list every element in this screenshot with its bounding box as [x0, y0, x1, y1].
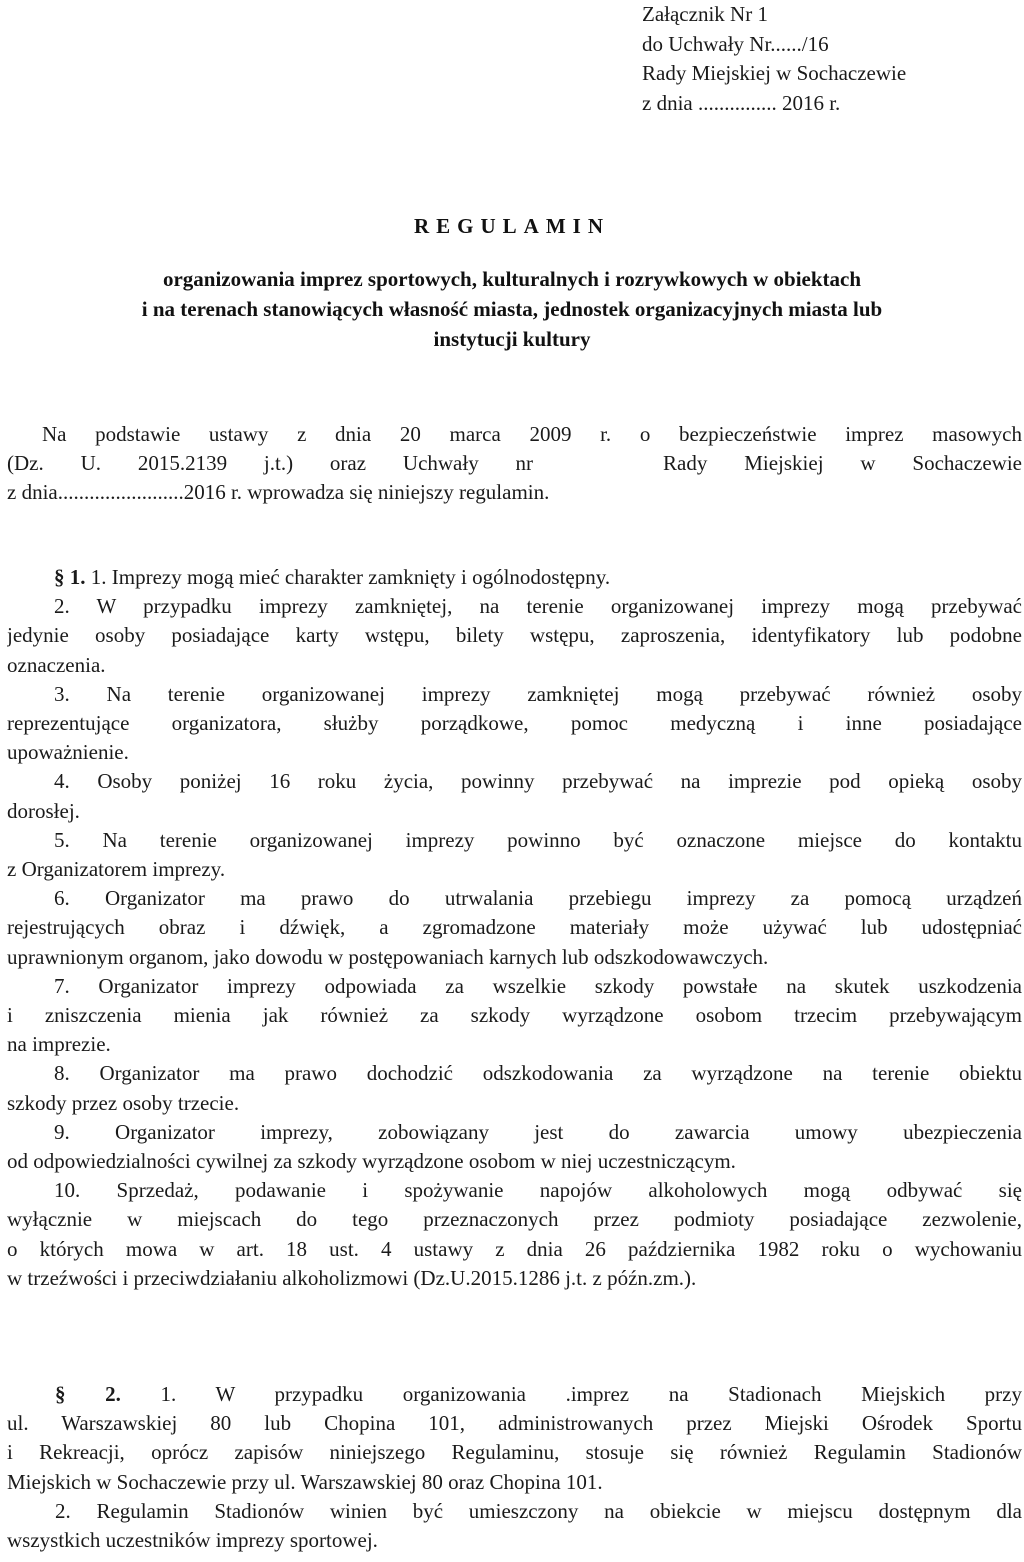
section-1-paragraph-10-line-2: wyłącznie w miejscach do tego przeznaczonych przez podmioty posiadające zezwolenie, — [7, 1207, 1022, 1232]
section-1-paragraph-8-line-1: 8. Organizator ma prawo dochodzić odszkodowania za wyrządzone na terenie obiektu — [54, 1061, 1022, 1086]
attachment-line-3: Rady Miejskiej w Sochaczewie — [642, 61, 907, 85]
section-1-paragraph-3-line-2: reprezentujące organizatora, służby porządkowe, pomoc medyczną i inne posiadające — [7, 711, 1022, 736]
subtitle-line-2: i na terenach stanowiących własność miasta, jednostek organizacyjnych miasta lub — [141, 297, 883, 321]
intro-line-1: Na podstawie ustawy z dnia 20 marca 2009 r. o bezpieczeństwie imprez masowych — [42, 422, 1022, 446]
attachment-line-2: do Uchwały Nr....../16 — [642, 31, 829, 56]
section-1-paragraph-2-line-2: jedynie osoby posiadające karty wstępu, bilety wstępu, zaproszenia, identyfikatory lub podobne — [7, 623, 1022, 648]
intro-line-2 — [7, 449, 1022, 478]
section-1-paragraph-6-line-2: rejestrujących obraz i dźwięk, a zgromadzone materiały może używać lub udostępniać — [7, 915, 1022, 940]
section-1-paragraph-4-line-2: dorosłej. — [7, 798, 80, 823]
section-1-paragraph-5-line-2: z Organizatorem imprezy. — [7, 857, 226, 882]
intro-line-2-part-a: (Dz. U. 2015.2139 j.t.) oraz Uchwały nr — [7, 451, 534, 476]
intro-line-3: z dnia........................2016 r. wprowadza się niniejszy regulamin. — [7, 480, 550, 505]
subtitle-line-3: instytucji kultury — [433, 327, 591, 351]
section-1-marker: § 1. — [54, 565, 86, 589]
section-2-paragraph-1-line-2: ul. Warszawskiej 80 lub Chopina 101, administrowanych przez Miejski Ośrodek Sportu — [7, 1411, 1022, 1436]
section-1-paragraph-8-line-2: szkody przez osoby trzecie. — [7, 1090, 240, 1115]
section-1-paragraph-5-line-1: 5. Na terenie organizowanej imprezy powinno być oznaczone miejsce do kontaktu — [54, 827, 1022, 852]
subtitle-line-1: organizowania imprez sportowych, kulturalnych i rozrywkowych w obiektach — [162, 267, 862, 291]
section-1-paragraph-10-line-4: w trzeźwości i przeciwdziałaniu alkoholizmowi (Dz.U.2015.1286 j.t. z późn.zm.). — [7, 1265, 697, 1290]
section-2-paragraph-1-line-4: Miejskich w Sochaczewie przy ul. Warszawskiej 80 oraz Chopina 101. — [7, 1469, 603, 1494]
section-1-paragraph-9-line-1: 9. Organizator imprezy, zobowiązany jest do zawarcia umowy ubezpieczenia — [54, 1119, 1022, 1144]
section-1-paragraph-3-line-3: upoważnienie. — [7, 740, 129, 765]
section-1-paragraph-10-line-3: o których mowa w art. 18 ust. 4 ustawy z dnia 26 października 1982 roku o wychowaniu — [7, 1236, 1022, 1261]
section-1-paragraph-2-line-1: 2. W przypadku imprezy zamkniętej, na terenie organizowanej imprezy mogą przebywać — [54, 594, 1022, 619]
section-1-paragraph-10-line-1: 10. Sprzedaż, podawanie i spożywanie napojów alkoholowych mogą odbywać się — [54, 1178, 1022, 1203]
section-1 — [7, 563, 1022, 1293]
section-2-marker: § 2. — [55, 1382, 121, 1406]
section-1-paragraph-1: § 1. 1. Imprezy mogą mieć charakter zamknięty i ogólnodostępny. — [54, 565, 611, 589]
section-1-paragraph-7-line-1: 7. Organizator imprezy odpowiada za wszelkie szkody powstałe na skutek uszkodzenia — [54, 973, 1022, 998]
section-2 — [7, 1380, 1022, 1555]
attachment-line-1: Załącznik Nr 1 — [642, 2, 768, 26]
section-1-paragraph-7-line-3: na imprezie. — [7, 1032, 111, 1057]
section-1-paragraph-4-line-1: 4. Osoby poniżej 16 roku życia, powinny przebywać na imprezie pod opieką osoby — [54, 769, 1022, 794]
section-1-paragraph-9-line-2: od odpowiedzialności cywilnej za szkody wyrządzone osobom w niej uczestniczącym. — [7, 1149, 736, 1174]
intro-line-2-part-b: Rady Miejskiej w Sochaczewie — [663, 451, 1022, 476]
document-title: REGULAMIN — [413, 214, 610, 238]
document-subtitle — [0, 264, 1024, 354]
section-1-paragraph-3-line-1: 3. Na terenie organizowanej imprezy zamkniętej mogą przebywać również osoby — [54, 681, 1022, 706]
attachment-line-4: z dnia ............... 2016 r. — [642, 90, 841, 115]
section-1-paragraph-6-line-3: uprawnionym organom, jako dowodu w postępowaniach karnych lub odszkodowawczych. — [7, 944, 769, 969]
intro-paragraph — [7, 420, 1022, 508]
section-1-paragraph-7-line-2: i zniszczenia mienia jak również za szkody wyrządzone osobom trzecim przebywającym — [7, 1003, 1022, 1028]
section-2-paragraph-2-line-2: wszystkich uczestników imprezy sportowej. — [7, 1528, 378, 1553]
section-2-paragraph-1-line-1: § 2. 1. W przypadku organizowania .imprez na Stadionach Miejskich przy — [55, 1382, 1022, 1406]
section-1-paragraph-6-line-1: 6. Organizator ma prawo do utrwalania przebiegu imprezy za pomocą urządzeń — [54, 886, 1022, 911]
section-2-paragraph-2-line-1: 2. Regulamin Stadionów winien być umieszczony na obiekcie w miejscu dostępnym dla — [55, 1498, 1022, 1523]
section-2-paragraph-1-line-3: i Rekreacji, oprócz zapisów niniejszego Regulaminu, stosuje się również Regulamin Stadionów — [7, 1440, 1022, 1465]
attachment-note — [642, 0, 1022, 118]
section-1-paragraph-2-line-3: oznaczenia. — [7, 652, 106, 677]
